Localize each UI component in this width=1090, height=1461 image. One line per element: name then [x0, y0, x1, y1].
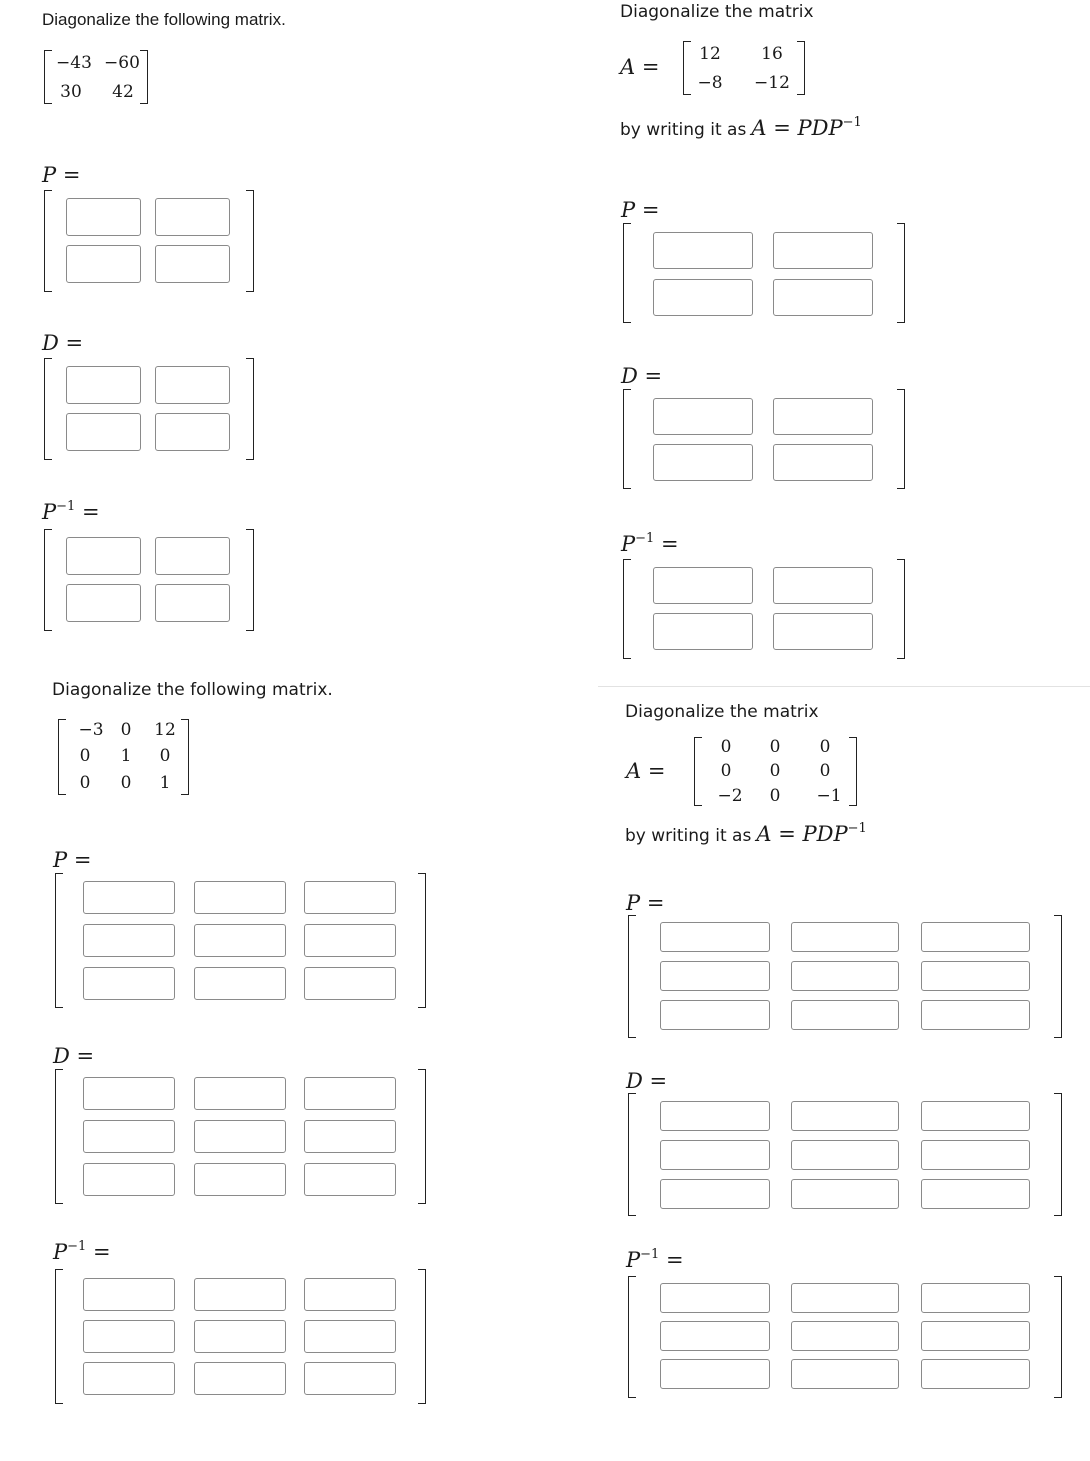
answer-input[interactable]: [66, 584, 141, 622]
problem-3-pinv-matrix: [55, 1269, 426, 1404]
answer-input[interactable]: [660, 1359, 770, 1389]
problem-1-p-matrix: [44, 190, 254, 292]
problem-1-given-matrix: [44, 50, 148, 104]
matrix-cell: 0: [769, 786, 781, 806]
answer-input[interactable]: [194, 1320, 286, 1353]
problem-4-pinv-label: $P^{-1}$ =: [626, 1247, 684, 1272]
answer-input[interactable]: [653, 613, 753, 650]
answer-input[interactable]: [921, 1359, 1030, 1389]
answer-input[interactable]: [155, 198, 230, 236]
problem-1-pinv-label: $P^{-1}$ =: [42, 499, 100, 524]
problem-3-prompt: Diagonalize the following matrix.: [52, 680, 333, 700]
matrix-cell: −1: [816, 786, 842, 806]
answer-input[interactable]: [304, 881, 396, 914]
problem-1-prompt: Diagonalize the following matrix.: [42, 10, 286, 29]
answer-input[interactable]: [773, 232, 873, 269]
answer-input[interactable]: [791, 1321, 899, 1351]
problem-4-factorization: by writing it as $A = PDP^{-1}$: [625, 821, 867, 846]
problem-2-factorization: by writing it as $A = PDP^{-1}$: [620, 115, 862, 140]
problem-2-given-matrix: [683, 41, 805, 95]
answer-input[interactable]: [660, 1140, 770, 1170]
problem-1-pinv-matrix: [44, 529, 254, 631]
matrix-cell: 0: [120, 720, 132, 740]
problem-2-prompt: Diagonalize the matrix: [620, 2, 814, 22]
matrix-cell: 12: [154, 720, 176, 740]
matrix-cell: −8: [697, 73, 723, 93]
matrix-cell: −43: [56, 53, 92, 73]
answer-input[interactable]: [921, 1321, 1030, 1351]
problem-4-matrix-var: A =: [626, 759, 666, 783]
problem-4-given-matrix: [694, 737, 857, 806]
matrix-cell: −3: [78, 720, 104, 740]
problem-1-d-matrix: [44, 358, 254, 460]
answer-input[interactable]: [773, 613, 873, 650]
answer-input[interactable]: [83, 1320, 175, 1353]
answer-input[interactable]: [921, 1101, 1030, 1131]
answer-input[interactable]: [653, 567, 753, 604]
answer-input[interactable]: [83, 1077, 175, 1110]
answer-input[interactable]: [83, 1362, 175, 1395]
matrix-cell: 1: [159, 773, 171, 793]
answer-input[interactable]: [921, 922, 1030, 952]
matrix-cell: 0: [769, 761, 781, 781]
problem-2-pinv-label: $P^{-1}$ =: [621, 531, 679, 556]
answer-input[interactable]: [304, 1320, 396, 1353]
answer-input[interactable]: [660, 1179, 770, 1209]
problem-2-p-label: P =: [621, 198, 660, 222]
problem-1-p-label: P =: [42, 163, 81, 187]
answer-input[interactable]: [304, 967, 396, 1000]
answer-input[interactable]: [921, 1179, 1030, 1209]
problem-4-pinv-matrix: [628, 1276, 1062, 1398]
answer-input[interactable]: [155, 245, 230, 283]
matrix-cell: 1: [120, 746, 132, 766]
problem-1-d-label: D =: [42, 331, 84, 355]
answer-input[interactable]: [66, 413, 141, 451]
problem-4-d-label: D =: [626, 1069, 668, 1093]
problem-3-p-label: P =: [53, 848, 92, 872]
answer-input[interactable]: [791, 1179, 899, 1209]
matrix-cell: −12: [754, 73, 790, 93]
answer-input[interactable]: [773, 279, 873, 316]
answer-input[interactable]: [791, 961, 899, 991]
answer-input[interactable]: [155, 537, 230, 575]
answer-input[interactable]: [791, 1101, 899, 1131]
answer-input[interactable]: [660, 1000, 770, 1030]
answer-input[interactable]: [921, 961, 1030, 991]
answer-input[interactable]: [304, 1163, 396, 1196]
problem-3-d-label: D =: [53, 1044, 95, 1068]
answer-input[interactable]: [653, 279, 753, 316]
answer-input[interactable]: [155, 366, 230, 404]
answer-input[interactable]: [194, 1163, 286, 1196]
problem-4-d-matrix: [628, 1093, 1062, 1216]
answer-input[interactable]: [304, 1077, 396, 1110]
problem-3-p-matrix: [55, 873, 426, 1008]
answer-input[interactable]: [304, 1278, 396, 1311]
answer-input[interactable]: [194, 1077, 286, 1110]
matrix-cell: 0: [79, 746, 91, 766]
answer-input[interactable]: [660, 1321, 770, 1351]
problem-4-p-label: P =: [626, 891, 665, 915]
answer-input[interactable]: [194, 1362, 286, 1395]
answer-input[interactable]: [194, 881, 286, 914]
answer-input[interactable]: [653, 398, 753, 435]
answer-input[interactable]: [304, 1120, 396, 1153]
answer-input[interactable]: [83, 967, 175, 1000]
matrix-cell: −2: [717, 786, 743, 806]
answer-input[interactable]: [194, 967, 286, 1000]
section-divider: [598, 686, 1090, 687]
answer-input[interactable]: [155, 584, 230, 622]
answer-input[interactable]: [66, 537, 141, 575]
answer-input[interactable]: [773, 444, 873, 481]
matrix-cell: −60: [104, 53, 140, 73]
matrix-cell: 0: [769, 737, 781, 757]
problem-4-p-matrix: [628, 915, 1062, 1038]
matrix-cell: 0: [79, 773, 91, 793]
answer-input[interactable]: [66, 366, 141, 404]
matrix-cell: 12: [699, 44, 721, 64]
answer-input[interactable]: [791, 1359, 899, 1389]
answer-input[interactable]: [83, 881, 175, 914]
matrix-cell: 0: [720, 761, 732, 781]
matrix-cell: 0: [120, 773, 132, 793]
answer-input[interactable]: [921, 1283, 1030, 1313]
problem-2-pinv-matrix: [623, 559, 905, 659]
problem-4-prompt: Diagonalize the matrix: [625, 702, 819, 722]
answer-input[interactable]: [660, 1283, 770, 1313]
matrix-cell: 30: [60, 82, 82, 102]
answer-input[interactable]: [660, 922, 770, 952]
problem-2-matrix-var: A =: [620, 55, 660, 79]
answer-input[interactable]: [921, 1140, 1030, 1170]
answer-input[interactable]: [791, 922, 899, 952]
answer-input[interactable]: [83, 1120, 175, 1153]
matrix-cell: 0: [159, 746, 171, 766]
answer-input[interactable]: [83, 1278, 175, 1311]
problem-3-given-matrix: [58, 719, 189, 795]
answer-input[interactable]: [194, 924, 286, 957]
answer-input[interactable]: [194, 1120, 286, 1153]
matrix-cell: 16: [761, 44, 783, 64]
answer-input[interactable]: [304, 924, 396, 957]
answer-input[interactable]: [653, 232, 753, 269]
answer-input[interactable]: [83, 924, 175, 957]
matrix-cell: 0: [819, 737, 831, 757]
answer-input[interactable]: [921, 1000, 1030, 1030]
answer-input[interactable]: [66, 198, 141, 236]
answer-input[interactable]: [791, 1140, 899, 1170]
problem-2-d-label: D =: [621, 364, 663, 388]
problem-2-d-matrix: [623, 389, 905, 489]
problem-3-pinv-label: $P^{-1}$ =: [53, 1239, 111, 1264]
matrix-cell: 0: [720, 737, 732, 757]
answer-input[interactable]: [653, 444, 753, 481]
matrix-cell: 42: [112, 82, 134, 102]
matrix-cell: 0: [819, 761, 831, 781]
answer-input[interactable]: [155, 413, 230, 451]
answer-input[interactable]: [791, 1283, 899, 1313]
answer-input[interactable]: [773, 398, 873, 435]
problem-2-p-matrix: [623, 223, 905, 323]
answer-input[interactable]: [660, 961, 770, 991]
problem-3-d-matrix: [55, 1069, 426, 1204]
answer-input[interactable]: [773, 567, 873, 604]
answer-input[interactable]: [304, 1362, 396, 1395]
answer-input[interactable]: [791, 1000, 899, 1030]
answer-input[interactable]: [83, 1163, 175, 1196]
answer-input[interactable]: [660, 1101, 770, 1131]
answer-input[interactable]: [66, 245, 141, 283]
answer-input[interactable]: [194, 1278, 286, 1311]
